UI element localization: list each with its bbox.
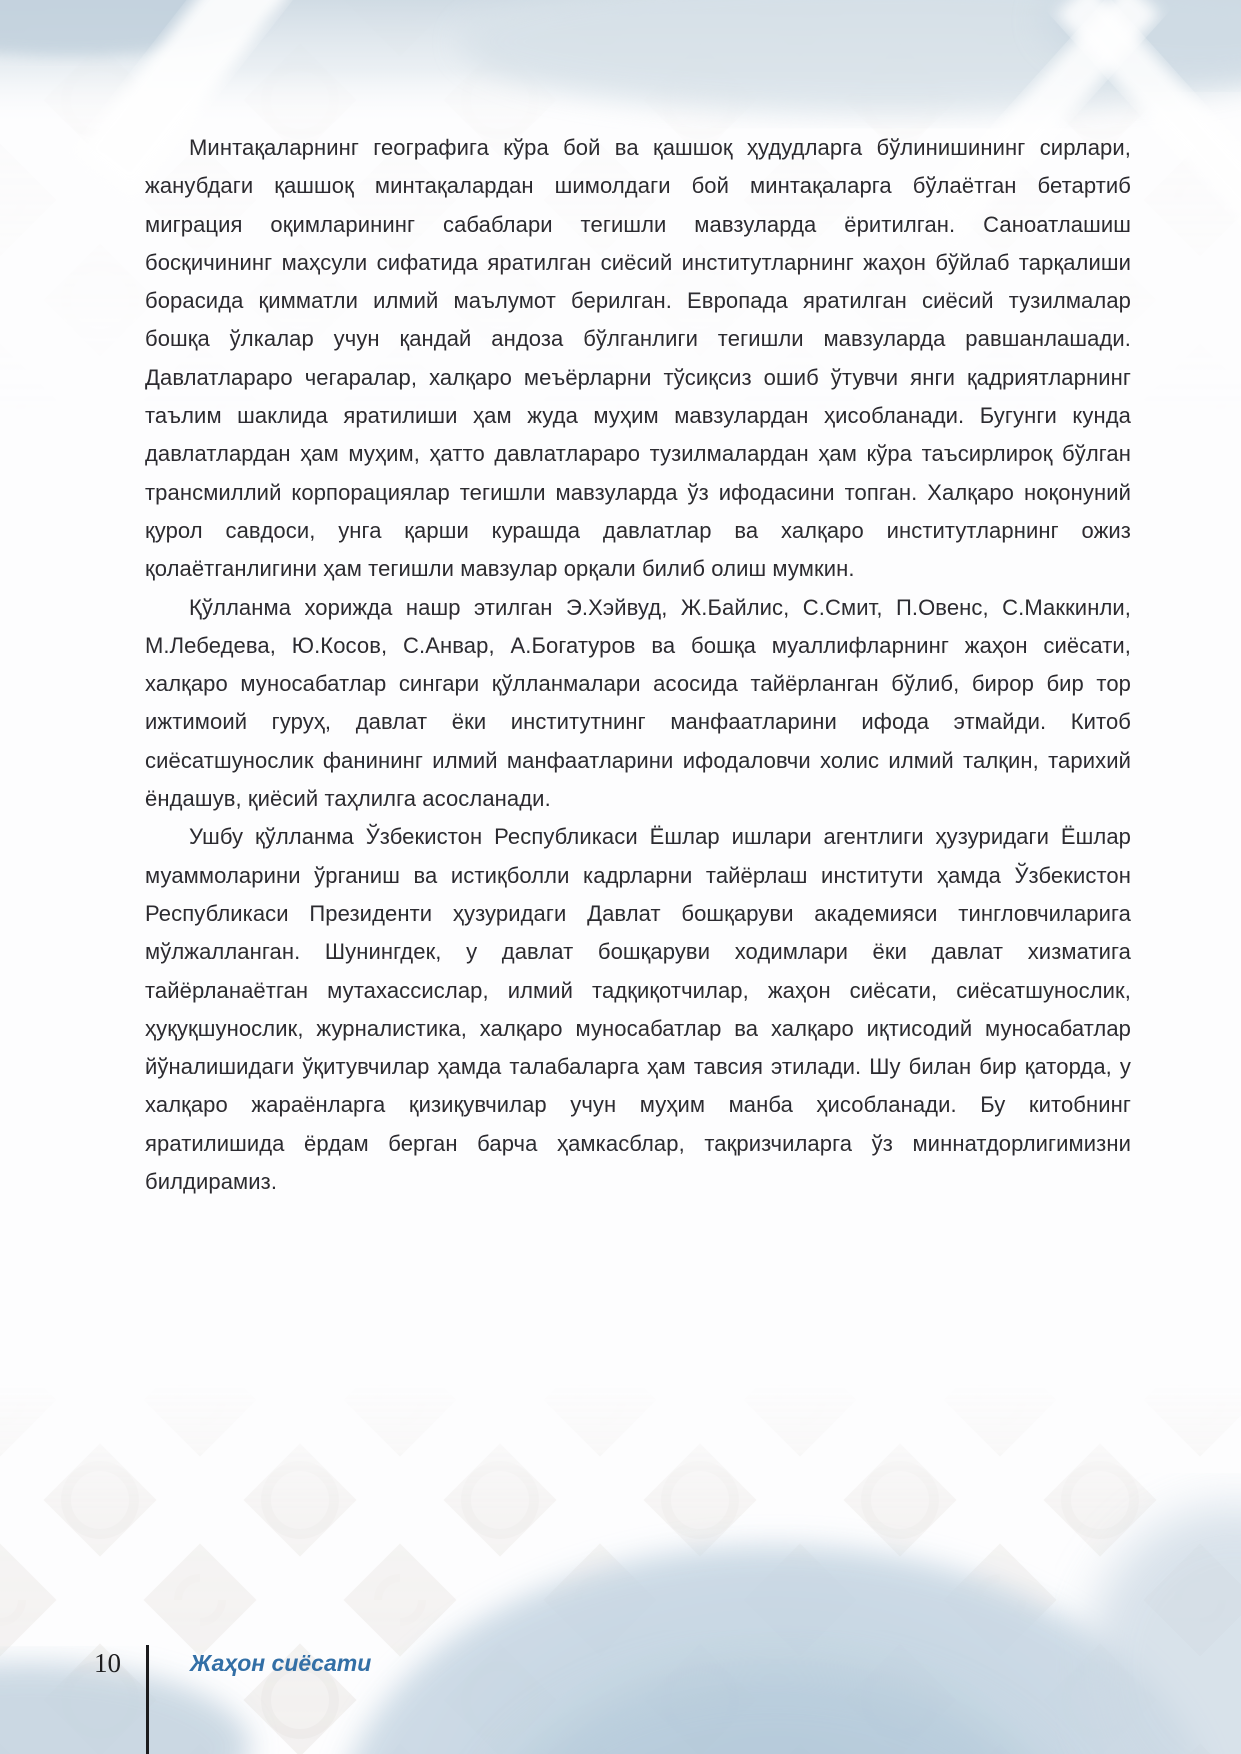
footer-divider [146, 1645, 149, 1754]
paragraph-3: Ушбу қўлланма Ўзбекистон Республикаси Ёшлар ишлари агентлиги ҳузуридаги Ёшлар муаммоларини ўрганиш ва истиқболли кадрларни тайёрлаш институти ҳамда Ўзбекистон Республикаси Президенти ҳузуридаги Давлат бошқаруви академияси тингловчиларига мўлжалланган. Шунингдек, у давлат бошқаруви ходимлари ёки давлат хизматига тайёрланаётган мутахассислар, илмий тадқиқотчилар, жаҳон сиёсати, сиёсатшунослик, ҳуқуқшунослик, журналистика, халқаро муносабатлар ва халқаро иқтисодий муносабатлар йўналишидаги ўқитувчилар ҳамда талабаларга ҳам тавсия этилади. Шу билан бир қаторда, у халқаро жараёнларга қизиқувчилар учун муҳим манба ҳисобланади. Бу китобнинг яратилишида ёрдам берган барча ҳамкасблар, тақризчиларга ўз миннатдорлигимизни билдирамиз. [145, 824, 1131, 1195]
book-title: Жаҳон сиёсати [190, 1650, 372, 1676]
paragraph-1: Минтақаларнинг географига кўра бой ва қашшоқ ҳудудларга бўлинишининг сирлари, жанубдаги қашшоқ минтақалардан шимолдаги бой минтақаларга бўлаётган бетартиб миграция оқимларининг сабаблари тегишли мавзуларда ёритилган. Саноатлашиш босқичининг маҳсули сифатида яратилган сиёсий институтларнинг жаҳон бўйлаб тарқалиши борасида қимматли илмий маълумот берилган. Европада яратилган сиёсий тузилмалар бошқа ўлкалар учун қандай андоза бўлганлиги тегишли мавзуларда равшанлашади. Давлатлараро чегаралар, халқаро меъёрларни тўсиқсиз ошиб ўтувчи янги қадриятларнинг таълим шаклида яратилиши ҳам жуда муҳим мавзулардан ҳисобланади. Бугунги кунда давлатлардан ҳам муҳим, ҳатто давлатлараро тузилмалардан ҳам кўра таъсирлироқ бўлган трансмиллий корпорациялар тегишли мавзуларда ўз ифодасини топган. Халқаро ноқонуний қурол савдоси, унга қарши курашда давлатлар ва халқаро институтларнинг ожиз қолаётганлигини ҳам тегишли мавзулар орқали билиб олиш мумкин. [145, 135, 1131, 582]
page-body [145, 129, 1131, 1201]
page-number: 10 [94, 1648, 121, 1678]
paragraph-2: Қўлланма хорижда нашр этилган Э.Хэйвуд, Ж.Байлис, С.Смит, П.Овенс, С.Маккинли, М.Лебедева, Ю.Косов, С.Анвар, А.Богатуров ва бошқа муаллифларнинг жаҳон сиёсати, халқаро муносабатлар сингари қўлланмалари асосида тайёрланган бўлиб, бирор бир тор ижтимоий гуруҳ, давлат ёки институтнинг манфаатларини ифода этмайди. Китоб сиёсатшунослик фанининг илмий манфаатларини ифодаловчи холис илмий талқин, тарихий ёндашув, қиёсий таҳлилга асосланади. [145, 594, 1131, 812]
